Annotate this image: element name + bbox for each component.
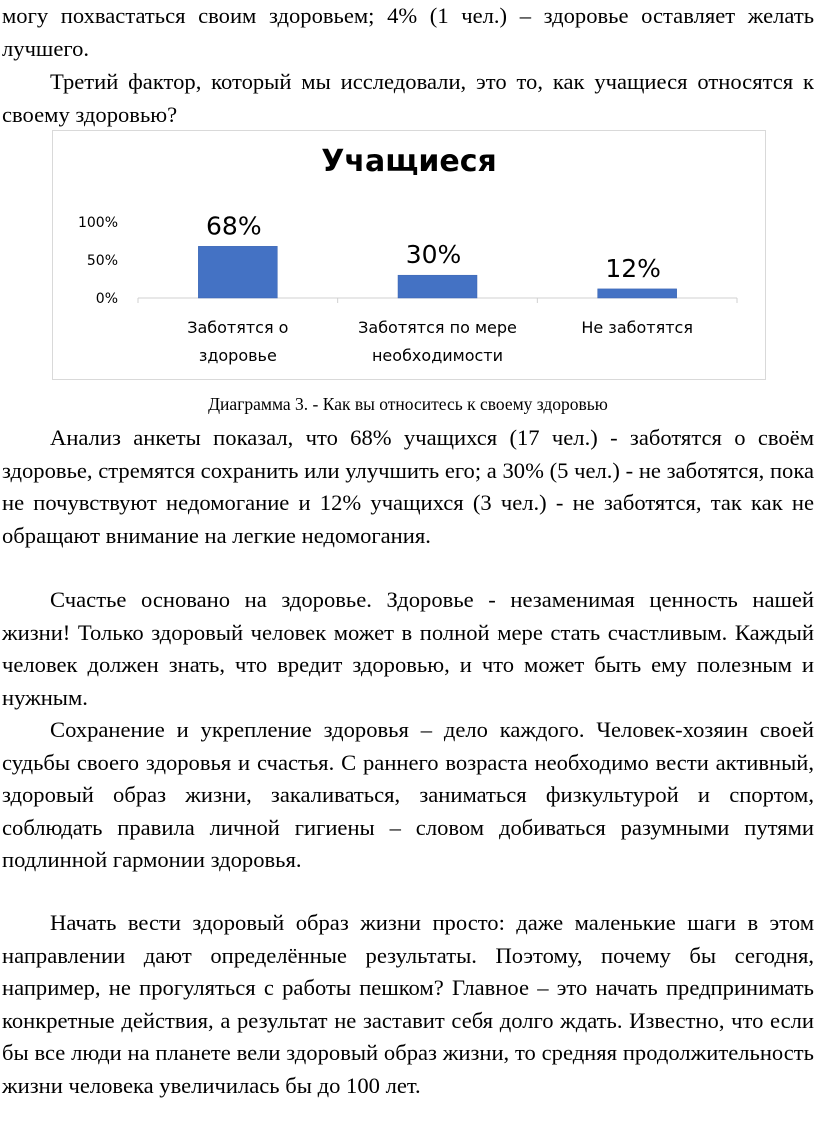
category-label: Не заботятся [581,318,693,337]
paragraph-health-preservation: Сохранение и укрепление здоровья – дело каждого. Человек-хозяин своей судьбы своего здоровья и счастья. С раннего возраста необходимо вести активный, здоровый образ жизни, закаливаться, заниматься физкультурой и спортом, соблюдать правила личной гигиены – словом добиваться разумными путями подлинной гармонии здоровья. [2,717,814,872]
category-label: необходимости [371,346,504,365]
category-label: Заботятся о [187,318,289,337]
y-tick-label: 50% [86,253,118,269]
category-label: Заботятся по мере [358,318,517,337]
chart-container [52,130,766,380]
paragraph-healthy-lifestyle: Начать вести здоровый образ жизни просто: даже маленькие шаги в этом направлении дают определённые результаты. Поэтому, почему бы сегодня, например, не прогуляться с работы пешком? Главное – это начать предпринимать конкретные действия, а результат не заставит себя долго ждать. Известно, что если бы все люди на планете вели здоровый образ жизни, то средняя продолжительность жизни человека увеличилась бы до 100 лет. [2,910,814,1098]
bar [398,275,477,298]
figure-caption: Диаграмма 3. - Как вы относитесь к своему здоровью [208,394,608,414]
data-label: 68% [206,211,262,241]
paragraph-health-self-assessment: могу похвастаться своим здоровьем; 4% (1 чел.) – здоровье оставляет желать лучшего. [2,3,814,61]
paragraph-survey-analysis: Анализ анкеты показал, что 68% учащихся (17 чел.) - заботятся о своём здоровье, стремятся сохранить или улучшить его; а 30% (5 чел.) - не заботятся, пока не почувствуют недомогание и 12% учащихся (3 чел.) - не заботятся, так как не обращают внимание на легкие недомогания. [2,425,814,548]
y-tick-label: 0% [95,291,118,307]
data-label: 30% [405,240,462,270]
paragraph-third-factor: Третий фактор, который мы исследовали, это то, как учащиеся относятся к своему здоровью? [2,69,814,127]
bar [198,246,277,298]
bar-chart [53,131,765,379]
paragraph-happiness-health: Счастье основано на здоровье. Здоровье - незаменимая ценность нашей жизни! Только здоровый человек может в полной мере стать счастливым. Каждый человек должен знать, что вредит здоровью, и что может быть ему полезным и нужным. [2,587,814,710]
chart-title: Учащиеся [321,144,497,179]
bar [598,289,677,298]
category-label: здоровье [198,346,277,365]
y-tick-label: 100% [77,215,118,231]
data-label: 12% [605,253,661,283]
